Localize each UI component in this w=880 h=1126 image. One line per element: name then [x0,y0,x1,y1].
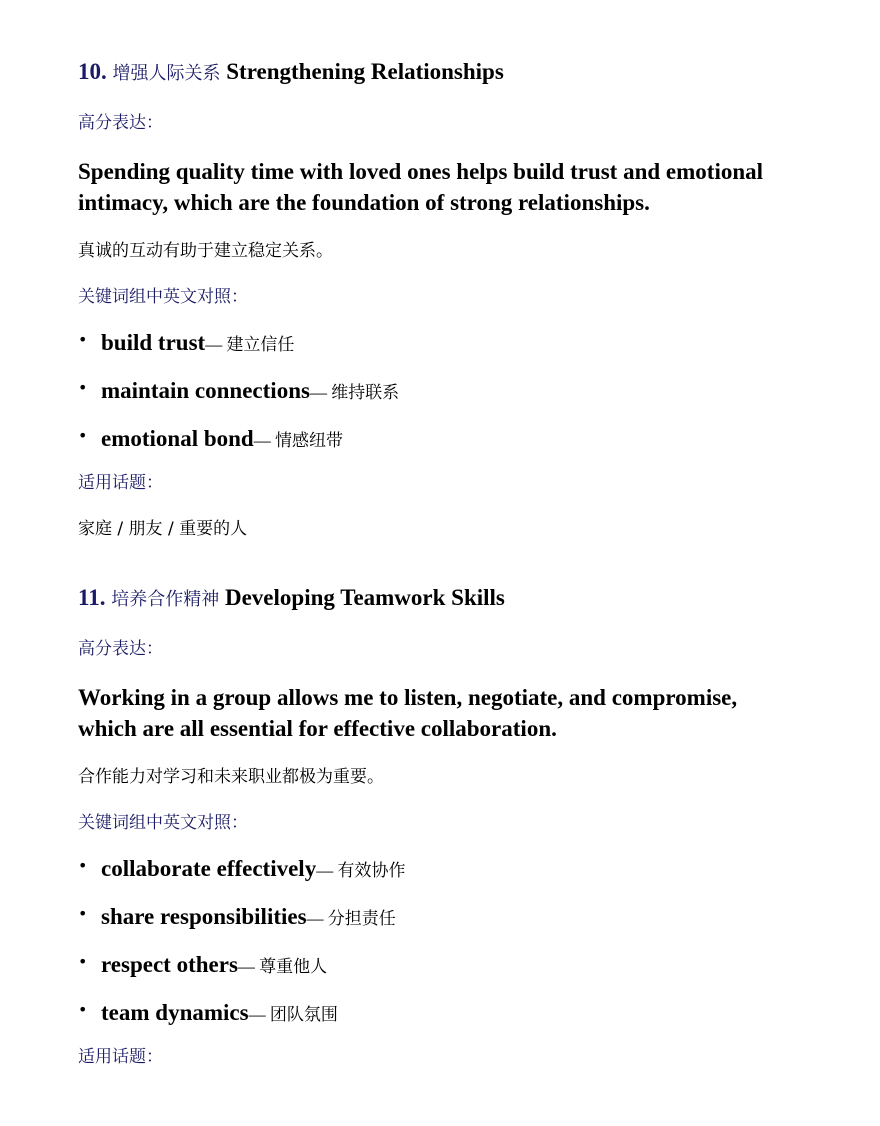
keywords-label: 关键词组中英文对照： [78,287,248,307]
keyword-en: build trust [101,330,206,355]
high-score-label: 高分表达： [78,113,163,133]
section-developing-teamwork [78,540,798,1068]
section-title-zh: 增强人际关系 [112,63,221,84]
keyword-zh: 团队氛围 [269,1005,338,1025]
section-title-en: Developing Teamwork Skills [224,585,505,610]
bullet-icon: • [78,330,88,349]
keyword-zh: 建立信任 [226,335,295,355]
keyword-item [78,902,798,932]
keyword-zh: 分担责任 [327,909,396,929]
bullet-icon: • [78,856,88,875]
section-title-en: Strengthening Relationships [226,59,504,84]
model-sentence: Working in a group allows me to listen, negotiate, and compromise, which are all essential for effective collaboration. [78,685,738,741]
keyword-en: collaborate effectively [101,856,317,881]
keywords-label: 关键词组中英文对照： [78,813,248,833]
bullet-icon: • [78,426,88,445]
section-title-zh: 培养合作精神 [111,589,220,610]
topics-text: 家庭 / 朋友 / 重要的人 [78,519,248,539]
high-score-label: 高分表达： [78,639,163,659]
keyword-dash: — [237,957,260,976]
keyword-dash: — [205,335,227,354]
bullet-icon: • [78,378,88,397]
keyword-zh: 维持联系 [331,383,400,403]
keyword-en: respect others [101,952,238,977]
keyword-en: emotional bond [101,426,254,451]
keyword-list [78,328,798,454]
sentence-translation: 合作能力对学习和未来职业都极为重要。 [78,767,384,787]
topics-label: 适用话题： [78,473,163,493]
keyword-item [78,328,798,358]
bullet-icon: • [78,1000,88,1019]
keyword-dash: — [309,383,332,402]
keyword-item [78,950,798,980]
keyword-en: maintain connections [101,378,310,403]
sentence-translation: 真诚的互动有助于建立稳定关系。 [78,241,333,261]
keyword-en: share responsibilities [101,904,307,929]
keyword-item [78,998,798,1028]
section-number: 10. [78,59,107,84]
topics-label: 适用话题： [78,1047,163,1067]
keyword-item [78,376,798,406]
bullet-icon: • [78,904,88,923]
keyword-list [78,854,798,1028]
keyword-dash: — [316,861,338,880]
bullet-icon: • [78,952,88,971]
keyword-en: team dynamics [101,1000,249,1025]
section-heading [78,58,798,88]
keyword-item [78,424,798,454]
keyword-zh: 尊重他人 [259,957,328,977]
section-heading [78,584,798,614]
keyword-dash: — [306,909,328,928]
model-sentence: Spending quality time with loved ones helps build trust and emotional intimacy, which are the foundation of strong relationships. [78,159,764,215]
keyword-dash: — [248,1005,270,1024]
section-number: 11. [78,585,106,610]
keyword-zh: 情感纽带 [274,431,343,451]
section-strengthening-relationships [78,0,798,540]
keyword-item [78,854,798,884]
keyword-zh: 有效协作 [337,861,406,881]
keyword-dash: — [253,431,275,450]
